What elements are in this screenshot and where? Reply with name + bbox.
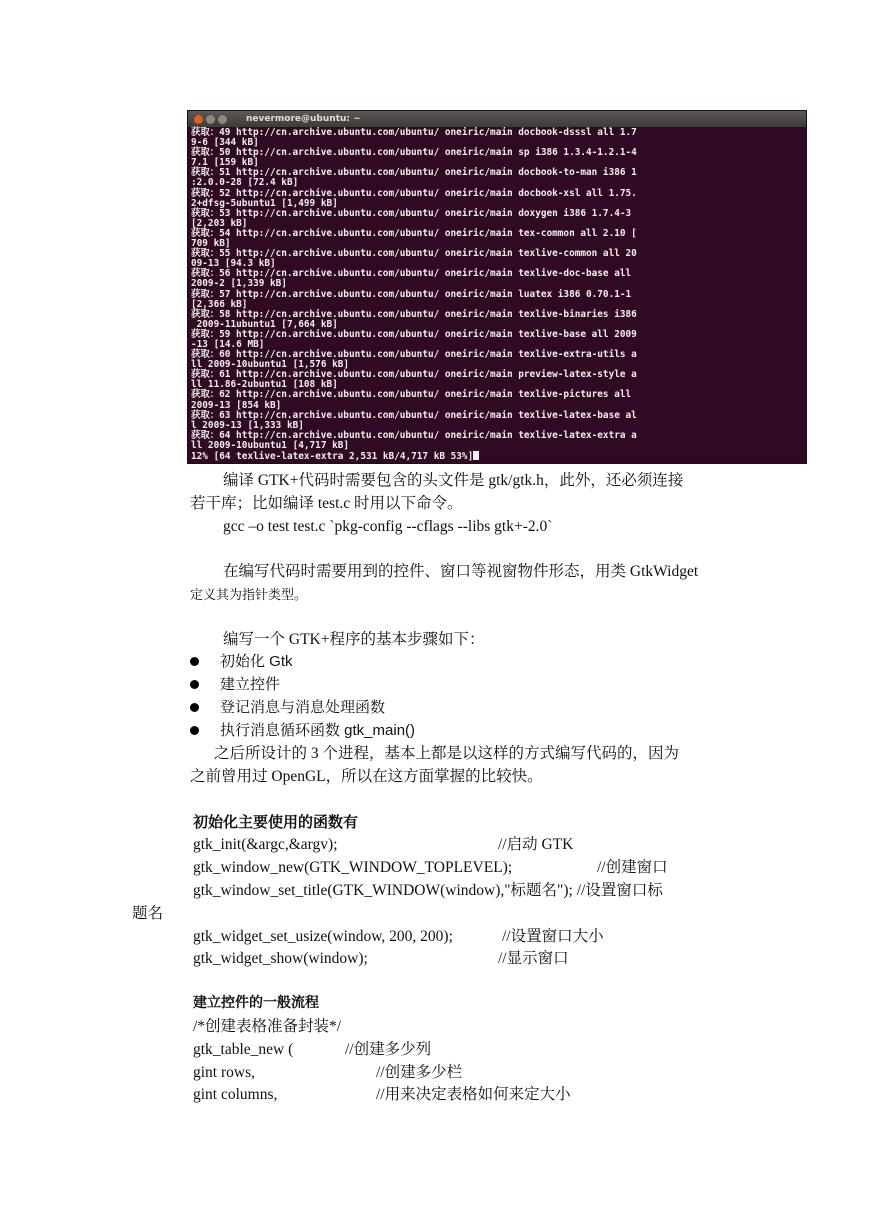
list-item: 初始化 Gtk bbox=[220, 653, 293, 670]
terminal-line: 获取：50 http://cn.archive.ubuntu.com/ubuntu/ oneiric/main sp i386 1.3.4-1.2.1-4 bbox=[191, 147, 637, 159]
terminal-titlebar bbox=[188, 111, 806, 127]
terminal-line: 获取：58 http://cn.archive.ubuntu.com/ubuntu/ oneiric/main texlive-binaries i386 bbox=[191, 308, 637, 320]
terminal-line: ll 2009-10ubuntu1 [4,717 kB] bbox=[191, 439, 350, 451]
terminal-line: ll 11.86-2ubuntu1 [108 kB] bbox=[191, 379, 338, 391]
code-line: gtk_widget_set_usize(window, 200, 200); bbox=[193, 928, 453, 945]
code-comment: //启动 GTK bbox=[498, 836, 574, 853]
terminal-line: 获取：57 http://cn.archive.ubuntu.com/ubuntu/ oneiric/main luatex i386 0.70.1-1 bbox=[191, 288, 632, 300]
terminal-output bbox=[188, 127, 806, 462]
paragraph-line: 之前曾用过 OpenGL，所以在这方面掌握的比较快。 bbox=[190, 768, 543, 785]
terminal-line: 9-6 [344 kB] bbox=[191, 137, 259, 149]
paragraph-line: 定义其为指针类型。 bbox=[190, 587, 308, 602]
section-heading: 建立控件的一般流程 bbox=[193, 996, 319, 1011]
code-line: gint rows, bbox=[193, 1064, 255, 1081]
terminal-line: [2,203 kB] bbox=[191, 217, 248, 229]
terminal-line: 获取：63 http://cn.archive.ubuntu.com/ubuntu/ oneiric/main texlive-latex-base al bbox=[191, 409, 637, 421]
terminal-line: 获取：51 http://cn.archive.ubuntu.com/ubuntu/ oneiric/main docbook-to-man i386 1 bbox=[191, 167, 637, 179]
bullet-icon bbox=[190, 680, 199, 689]
terminal-line: 7.1 [159 kB] bbox=[191, 157, 259, 169]
terminal-line: 获取：49 http://cn.archive.ubuntu.com/ubuntu/ oneiric/main docbook-dsssl all 1.7 bbox=[191, 127, 637, 138]
cursor-icon bbox=[473, 451, 479, 460]
bullet-icon bbox=[190, 726, 199, 735]
section-heading: 初始化主要使用的函数有 bbox=[193, 815, 359, 831]
terminal-line: 获取：52 http://cn.archive.ubuntu.com/ubuntu/ oneiric/main docbook-xsl all 1.75. bbox=[191, 187, 637, 199]
terminal-line: 2009-11ubuntu1 [7,664 kB] bbox=[191, 318, 338, 330]
code-line: gtk_init(&argc,&argv); bbox=[193, 836, 338, 853]
paragraph-line: 若干库；比如编译 test.c 时用以下命令。 bbox=[190, 495, 463, 512]
gcc-command: gcc –o test test.c `pkg-config --cflags --libs gtk+-2.0` bbox=[223, 518, 553, 535]
maximize-icon[interactable] bbox=[218, 115, 227, 124]
terminal-line: 09-13 [94.3 kB] bbox=[191, 258, 276, 270]
terminal-line: 获取：53 http://cn.archive.ubuntu.com/ubuntu/ oneiric/main doxygen i386 1.7.4-3 bbox=[191, 207, 632, 219]
code-comment: //创建多少列 bbox=[345, 1041, 432, 1058]
list-item: 建立控件 bbox=[220, 676, 281, 693]
terminal-line: 获取：54 http://cn.archive.ubuntu.com/ubuntu/ oneiric/main tex-common all 2.10 [ bbox=[191, 227, 637, 239]
terminal-line: 709 kB] bbox=[191, 238, 231, 250]
terminal-line: 获取：61 http://cn.archive.ubuntu.com/ubuntu/ oneiric/main preview-latex-style a bbox=[191, 369, 637, 381]
code-line: gtk_table_new ( bbox=[193, 1041, 294, 1058]
terminal-line: 获取：60 http://cn.archive.ubuntu.com/ubuntu/ oneiric/main texlive-extra-utils a bbox=[191, 349, 637, 361]
terminal-screenshot bbox=[188, 111, 806, 463]
terminal-line: 12% [64 texlive-latex-extra 2,531 kB/4,717 kB 53%] bbox=[191, 451, 803, 462]
bullet-icon bbox=[190, 657, 199, 666]
code-line: gtk_window_new(GTK_WINDOW_TOPLEVEL); bbox=[193, 859, 513, 876]
terminal-line: 2009-13 [854 kB] bbox=[191, 399, 282, 411]
code-line: gtk_window_set_title(GTK_WINDOW(window),"标题名"); //设置窗口标 bbox=[193, 882, 663, 899]
code-comment: //设置窗口大小 bbox=[502, 928, 604, 945]
list-item: 执行消息循环函数 gtk_main() bbox=[220, 722, 416, 739]
code-line: 题名 bbox=[132, 905, 164, 922]
code-line: gtk_widget_show(window); bbox=[193, 950, 368, 967]
paragraph-line: 编译 GTK+代码时需要包含的头文件是 gtk/gtk.h，此外，还必须连接 bbox=[223, 472, 684, 489]
terminal-line: ll 2009-10ubuntu1 [1,576 kB] bbox=[191, 359, 350, 371]
minimize-icon[interactable] bbox=[206, 115, 215, 124]
terminal-line: 获取：59 http://cn.archive.ubuntu.com/ubuntu/ oneiric/main texlive-base all 2009 bbox=[191, 328, 637, 340]
terminal-line: 获取：62 http://cn.archive.ubuntu.com/ubuntu/ oneiric/main texlive-pictures all bbox=[191, 389, 632, 401]
terminal-line: l 2009-13 [1,333 kB] bbox=[191, 419, 304, 431]
terminal-title: nevermore@ubuntu: ~ bbox=[246, 114, 361, 124]
code-comment: //显示窗口 bbox=[498, 950, 569, 967]
terminal-line: 2+dfsg-5ubuntu1 [1,499 kB] bbox=[191, 197, 338, 209]
code-comment: //创建多少栏 bbox=[376, 1064, 463, 1081]
terminal-line: 获取：64 http://cn.archive.ubuntu.com/ubuntu/ oneiric/main texlive-latex-extra a bbox=[191, 429, 637, 441]
terminal-line: 获取：55 http://cn.archive.ubuntu.com/ubuntu/ oneiric/main texlive-common all 20 bbox=[191, 248, 637, 260]
terminal-line: 2009-2 [1,339 kB] bbox=[191, 278, 287, 290]
bullet-icon bbox=[190, 703, 199, 712]
steps-intro: 编写一个 GTK+程序的基本步骤如下： bbox=[223, 631, 485, 648]
code-comment: //创建窗口 bbox=[597, 859, 668, 876]
code-line: gint columns, bbox=[193, 1086, 278, 1103]
code-line: /*创建表格准备封装*/ bbox=[193, 1018, 342, 1035]
paragraph-line: 之后所设计的 3 个进程，基本上都是以这样的方式编写代码的，因为 bbox=[214, 745, 680, 762]
terminal-line: [2,366 kB] bbox=[191, 298, 248, 310]
terminal-line: 获取：56 http://cn.archive.ubuntu.com/ubuntu/ oneiric/main texlive-doc-base all bbox=[191, 268, 632, 280]
paragraph-line: 在编写代码时需要用到的控件、窗口等视窗物件形态，用类 GtkWidget bbox=[223, 563, 699, 580]
code-comment: //用来决定表格如何来定大小 bbox=[376, 1086, 571, 1103]
close-icon[interactable] bbox=[194, 115, 203, 124]
terminal-line: -13 [14.6 MB] bbox=[191, 338, 265, 350]
terminal-line: :2.0.0-28 [72.4 kB] bbox=[191, 177, 299, 189]
list-item: 登记消息与消息处理函数 bbox=[220, 699, 386, 716]
